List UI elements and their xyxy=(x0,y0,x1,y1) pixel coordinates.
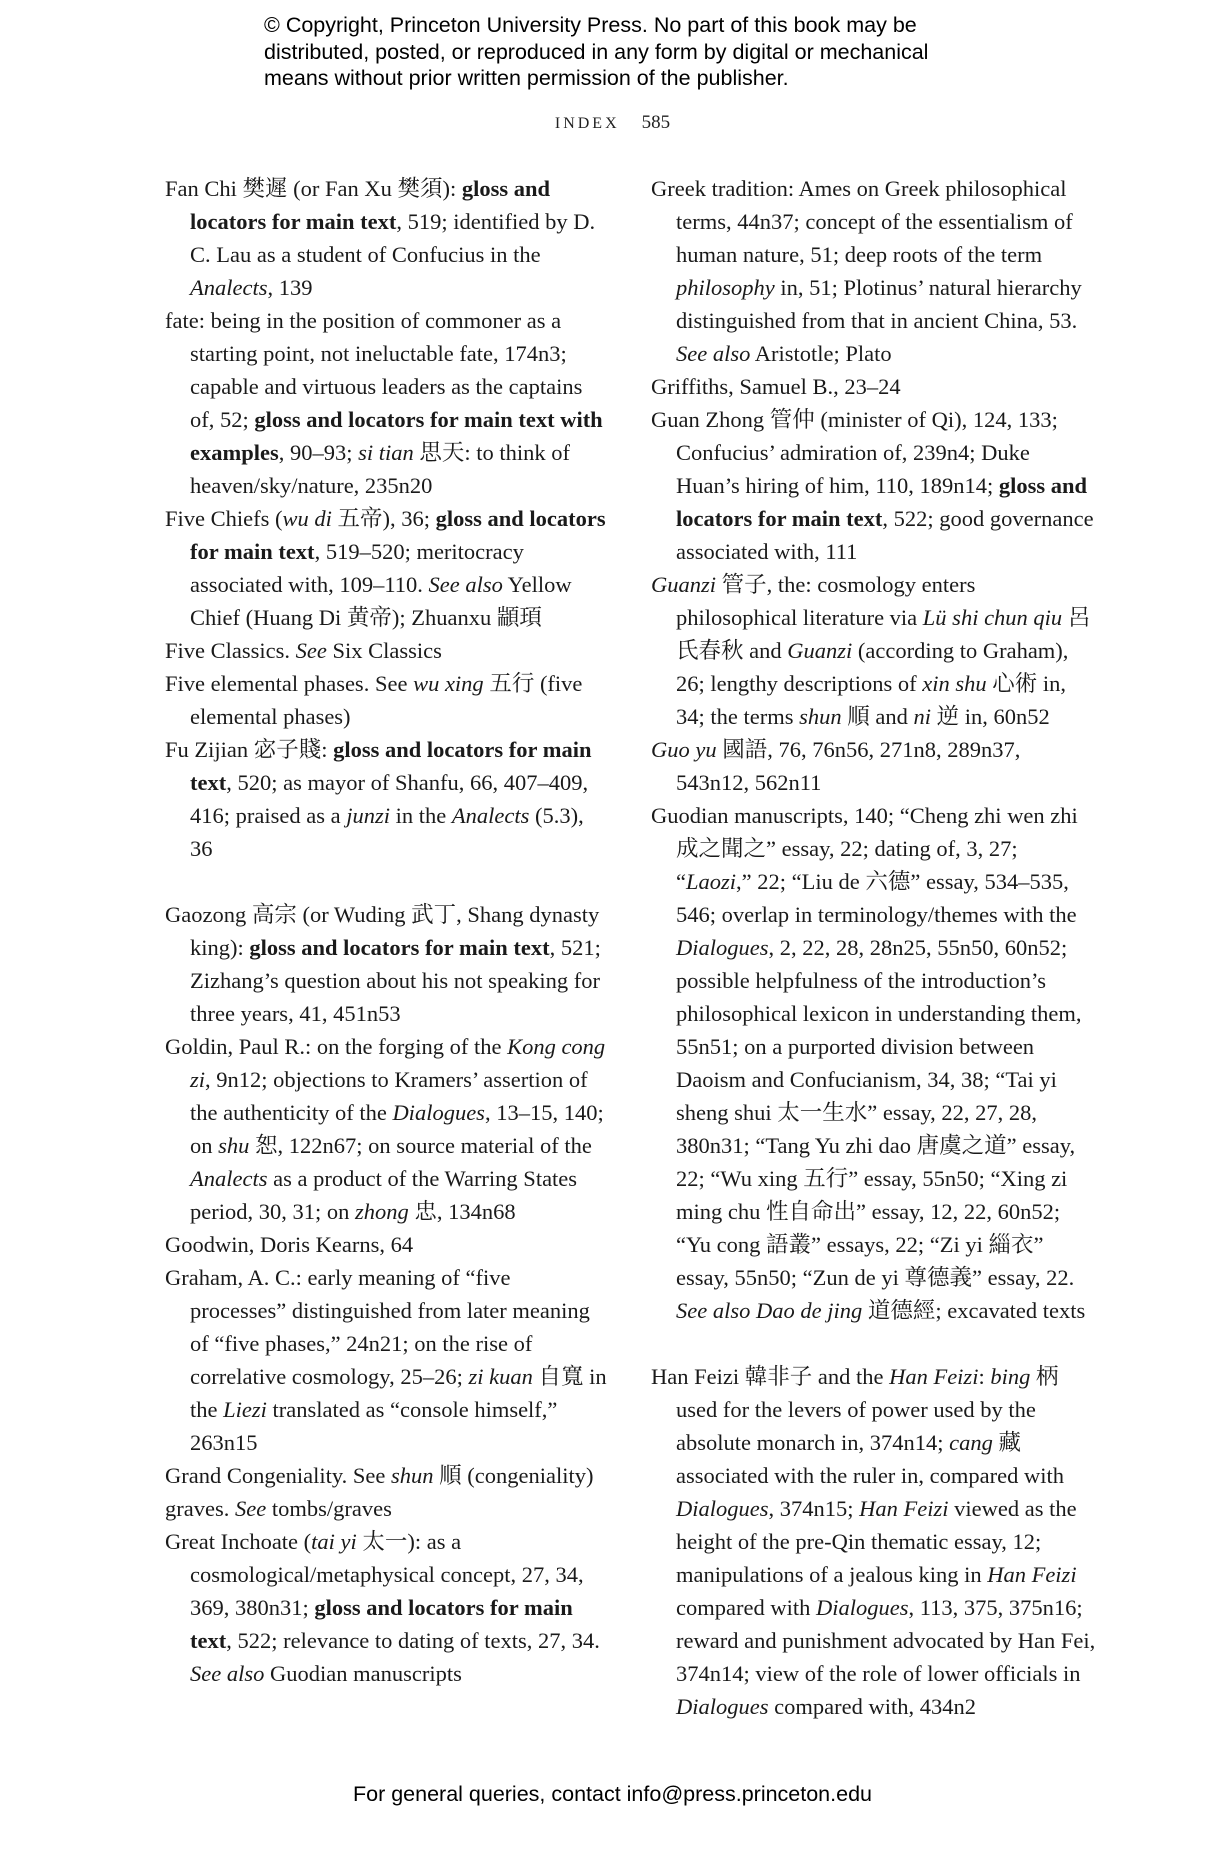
entry-text: 藏 associated with the ruler in, compared with xyxy=(676,1430,1065,1488)
entry-text: Fan Chi 樊遲 (or Fan Xu 樊須): xyxy=(165,176,462,201)
entry-text: , 9n12; objections to Kramers’ assertion of the authenticity of the xyxy=(190,1067,588,1125)
entry-text: Greek tradition: Ames on Greek philosophical terms, 44n37; concept of the essentialism of human nature, 51; deep roots of the term xyxy=(651,176,1073,267)
entry-text: (5.3), 36 xyxy=(190,803,584,861)
italic-term: Dialogues xyxy=(815,1595,909,1620)
italic-term: Laozi xyxy=(686,869,737,894)
entry-text: 自寬 in the xyxy=(190,1364,607,1422)
entry-text: 太一): as a cosmological/metaphysical concept, 27, 34, 369, 380n31; xyxy=(190,1529,584,1620)
italic-term: Dao de jing xyxy=(755,1298,863,1323)
italic-term: Lü shi chun qiu xyxy=(922,605,1063,630)
entry-text: Great Inchoate ( xyxy=(165,1529,312,1554)
entry-text: 管子, the: cosmology enters philosophical literature via xyxy=(676,572,976,630)
footer-contact: For general queries, contact info@press.princeton.edu xyxy=(352,1782,872,1806)
entry-text: , 522; relevance to dating of texts, 27, 34. xyxy=(226,1628,600,1653)
entry-text: 恕, 122n67; on source material of the xyxy=(249,1133,592,1158)
italic-term: See xyxy=(295,638,327,663)
entry-text: Yellow Chief (Huang Di 黄帝); Zhuanxu 顓頊 xyxy=(190,572,572,630)
bold-locator-text: gloss and locators for main text xyxy=(249,935,550,960)
index-entry xyxy=(651,568,1096,733)
italic-term: zi kuan xyxy=(468,1364,533,1389)
index-entry xyxy=(165,1030,610,1228)
index-entry xyxy=(651,370,1096,403)
entry-text: Six Classics xyxy=(326,638,442,663)
entry-text: : xyxy=(978,1364,991,1389)
italic-term: Han Feizi xyxy=(859,1496,949,1521)
italic-term: See also xyxy=(190,1661,265,1686)
entry-text: 五帝), 36; xyxy=(331,506,436,531)
index-entry xyxy=(165,898,610,1030)
italic-term: xin shu xyxy=(922,671,987,696)
running-head-label: INDEX xyxy=(554,115,620,132)
italic-term: Dialogues xyxy=(392,1100,485,1125)
entry-text: , 113, 375, 375n16; reward and punishment advocated by Han Fei, 374n14; view of the role of lower officials in xyxy=(676,1595,1096,1686)
bold-locator-text: gloss and locators for main text with examples xyxy=(190,407,603,465)
entry-text: compared with, 434n2 xyxy=(768,1694,976,1719)
italic-term: See also xyxy=(428,572,503,597)
entry-text: ,” 22; “Liu de 六德” essay, 534–535, 546; overlap in terminology/themes with the xyxy=(676,869,1077,927)
entry-text: , 521; Zizhang’s question about his not speaking for three years, 41, 451n53 xyxy=(190,935,601,1026)
bold-locator-text: gloss and locators for main text xyxy=(190,1595,573,1653)
entry-text: Goodwin, Doris Kearns, 64 xyxy=(165,1232,414,1257)
entry-text: , 520; as mayor of Shanfu, 66, 407–409, 416; praised as a xyxy=(190,770,589,828)
italic-term: Dialogues xyxy=(676,1694,769,1719)
entry-text: , 13–15, 140; on xyxy=(190,1100,604,1158)
entry-text: in the xyxy=(389,803,452,828)
entry-text: fate: being in the position of commoner as a starting point, not ineluctable fate, 174n3; capable and virtuous leaders as the captains of, 52; xyxy=(165,308,583,432)
index-entry xyxy=(165,1261,610,1459)
italic-term: Han Feizi xyxy=(987,1562,1077,1587)
bold-locator-text: gloss and locators for main text xyxy=(190,176,551,234)
entry-text: 道德經; excavated texts xyxy=(862,1298,1086,1323)
italic-term: si tian xyxy=(358,440,414,465)
entry-text: 思天: to think of heaven/sky/nature, 235n20 xyxy=(190,440,571,498)
entry-text: 逆 in, 60n52 xyxy=(931,704,1050,729)
entry-text: Guodian manuscripts, 140; “Cheng zhi wen zhi 成之聞之” essay, 22; dating of, 3, 27; “ xyxy=(651,803,1078,894)
entry-text: , 519; identified by D. C. Lau as a student of Confucius in the xyxy=(190,209,596,267)
entry-text: , 90–93; xyxy=(278,440,359,465)
italic-term: shun xyxy=(799,704,842,729)
italic-term: Kong cong zi xyxy=(190,1034,606,1092)
index-entry xyxy=(651,799,1096,1327)
entry-text: 順 (congeniality) xyxy=(433,1463,594,1488)
entry-text: 柄 used for the levers of power used by the absolute monarch in, 374n14; xyxy=(676,1364,1059,1455)
entry-text: Fu Zijian 宓子賤: xyxy=(165,737,334,762)
entry-text: 五行 (five elemental phases) xyxy=(190,671,583,729)
entry-text: 呂氏春秋 and xyxy=(676,605,1091,663)
index-entry xyxy=(165,304,610,502)
index-entry xyxy=(165,1228,610,1261)
entry-text: (according to Graham), 26; lengthy descriptions of xyxy=(676,638,1069,696)
entry-text: 國語, 76, 76n56, 271n8, 289n37, 543n12, 562n11 xyxy=(676,737,1021,795)
italic-term: junzi xyxy=(346,803,390,828)
entry-text: as a product of the Warring States period, 30, 31; on xyxy=(190,1166,578,1224)
entry-text: Guan Zhong 管仲 (minister of Qi), 124, 133; Confucius’ admiration of, 239n4; Duke Huan’s hiring of him, 110, 189n14; xyxy=(651,407,1058,498)
entry-text: Five elemental phases. See xyxy=(165,671,414,696)
bold-locator-text: gloss and locators for main text xyxy=(190,506,606,564)
entry-text: 忠, 134n68 xyxy=(408,1199,516,1224)
italic-term: bing xyxy=(990,1364,1031,1389)
italic-term: shun xyxy=(391,1463,434,1488)
running-head xyxy=(0,112,1225,134)
italic-term: wu xing xyxy=(413,671,484,696)
index-entry xyxy=(651,403,1096,568)
italic-term: Analects xyxy=(190,1166,268,1191)
index-entry xyxy=(165,1492,610,1525)
entry-text: Aristotle; Plato xyxy=(750,341,892,366)
italic-term: Guanzi xyxy=(651,572,717,597)
italic-term: See also xyxy=(676,1298,751,1323)
italic-term: ni xyxy=(913,704,932,729)
italic-term: zhong xyxy=(354,1199,409,1224)
entry-text: Graham, A. C.: early meaning of “five processes” distinguished from later meaning of “five phases,” 24n21; on the rise of correlative cosmology, 25–26; xyxy=(165,1265,590,1389)
italic-term: Dialogues xyxy=(676,1496,769,1521)
copyright-notice: © Copyright, Princeton University Press. No part of this book may be distributed, posted, or reproduced in any form by digital or mechanical means without prior written permission of the publisher. xyxy=(264,13,929,90)
entry-text: tombs/graves xyxy=(266,1496,392,1521)
italic-term: tai yi xyxy=(311,1529,357,1554)
italic-term: cang xyxy=(949,1430,993,1455)
italic-term: Han Feizi xyxy=(889,1364,979,1389)
index-entry xyxy=(165,1459,610,1492)
entry-text: Guodian manuscripts xyxy=(264,1661,462,1686)
entry-text: , 519–520; meritocracy associated with, 109–110. xyxy=(190,539,524,597)
italic-term: philosophy xyxy=(676,275,775,300)
index-entry xyxy=(165,1525,610,1690)
index-entry xyxy=(165,634,610,667)
entry-text: Five Classics. xyxy=(165,638,296,663)
index-entry xyxy=(165,172,610,304)
italic-term: See also xyxy=(676,341,751,366)
entry-text: Goldin, Paul R.: on the forging of the xyxy=(165,1034,508,1059)
index-column-left xyxy=(165,172,610,1690)
index-entry xyxy=(165,733,610,865)
entry-text: , 374n15; xyxy=(768,1496,860,1521)
entry-text: , 522; good governance associated with, 111 xyxy=(676,506,1094,564)
entry-text: , 139 xyxy=(267,275,313,300)
italic-term: wu di xyxy=(282,506,332,531)
entry-text: 順 and xyxy=(841,704,914,729)
entry-text: 心術 in, 34; the terms xyxy=(676,671,1066,729)
italic-term: Guanzi xyxy=(787,638,853,663)
entry-text: compared with xyxy=(676,1595,816,1620)
italic-term: Dialogues xyxy=(676,935,769,960)
entry-text: Five Chiefs ( xyxy=(165,506,283,531)
entry-text: Han Feizi 韓非子 and the xyxy=(651,1364,890,1389)
italic-term: Liezi xyxy=(223,1397,267,1422)
entry-text: translated as “console himself,” 263n15 xyxy=(190,1397,558,1455)
italic-term: Analects xyxy=(451,803,530,828)
italic-term: Guo yu xyxy=(651,737,717,762)
entry-text: in, 51; Plotinus’ natural hierarchy distinguished from that in ancient China, 53. xyxy=(676,275,1082,333)
italic-term: See xyxy=(234,1496,267,1521)
index-entry xyxy=(651,172,1096,370)
italic-term: shu xyxy=(218,1133,250,1158)
italic-term: Analects xyxy=(190,275,268,300)
index-entry xyxy=(165,502,610,634)
bold-locator-text: gloss and locators for main text xyxy=(190,737,592,795)
index-entry xyxy=(165,667,610,733)
entry-text: graves. xyxy=(165,1496,235,1521)
entry-text: Gaozong 高宗 (or Wuding 武丁, Shang dynasty king): xyxy=(165,902,600,960)
index-entry xyxy=(651,1360,1096,1723)
entry-text: Grand Congeniality. See xyxy=(165,1463,391,1488)
entry-text: viewed as the height of the pre-Qin thematic essay, 12; manipulations of a jealous king in xyxy=(676,1496,1077,1587)
bold-locator-text: gloss and locators for main text xyxy=(676,473,1088,531)
index-column-right xyxy=(651,172,1096,1723)
entry-text: Griffiths, Samuel B., 23–24 xyxy=(651,374,901,399)
page-number: 585 xyxy=(641,112,671,133)
index-entry xyxy=(651,733,1096,799)
entry-text: , 2, 22, 28, 28n25, 55n50, 60n52; possible helpfulness of the introduction’s philosophical lexicon in understanding them, 55n51; on a purported division between Daoism and Confucianism, 34, 38; “Tai yi sheng shui 太一生水” essay, 22, 27, 28, 380n31; “Tang Yu zhi dao 唐虞之道” essay, 22; “Wu xing 五行” essay, 55n50; “Xing zi ming chu 性自命出” essay, 12, 22, 60n52; “Yu cong 語叢” essays, 22; “Zi yi 緇衣” essay, 55n50; “Zun de yi 尊德義” essay, 22. xyxy=(676,935,1082,1290)
